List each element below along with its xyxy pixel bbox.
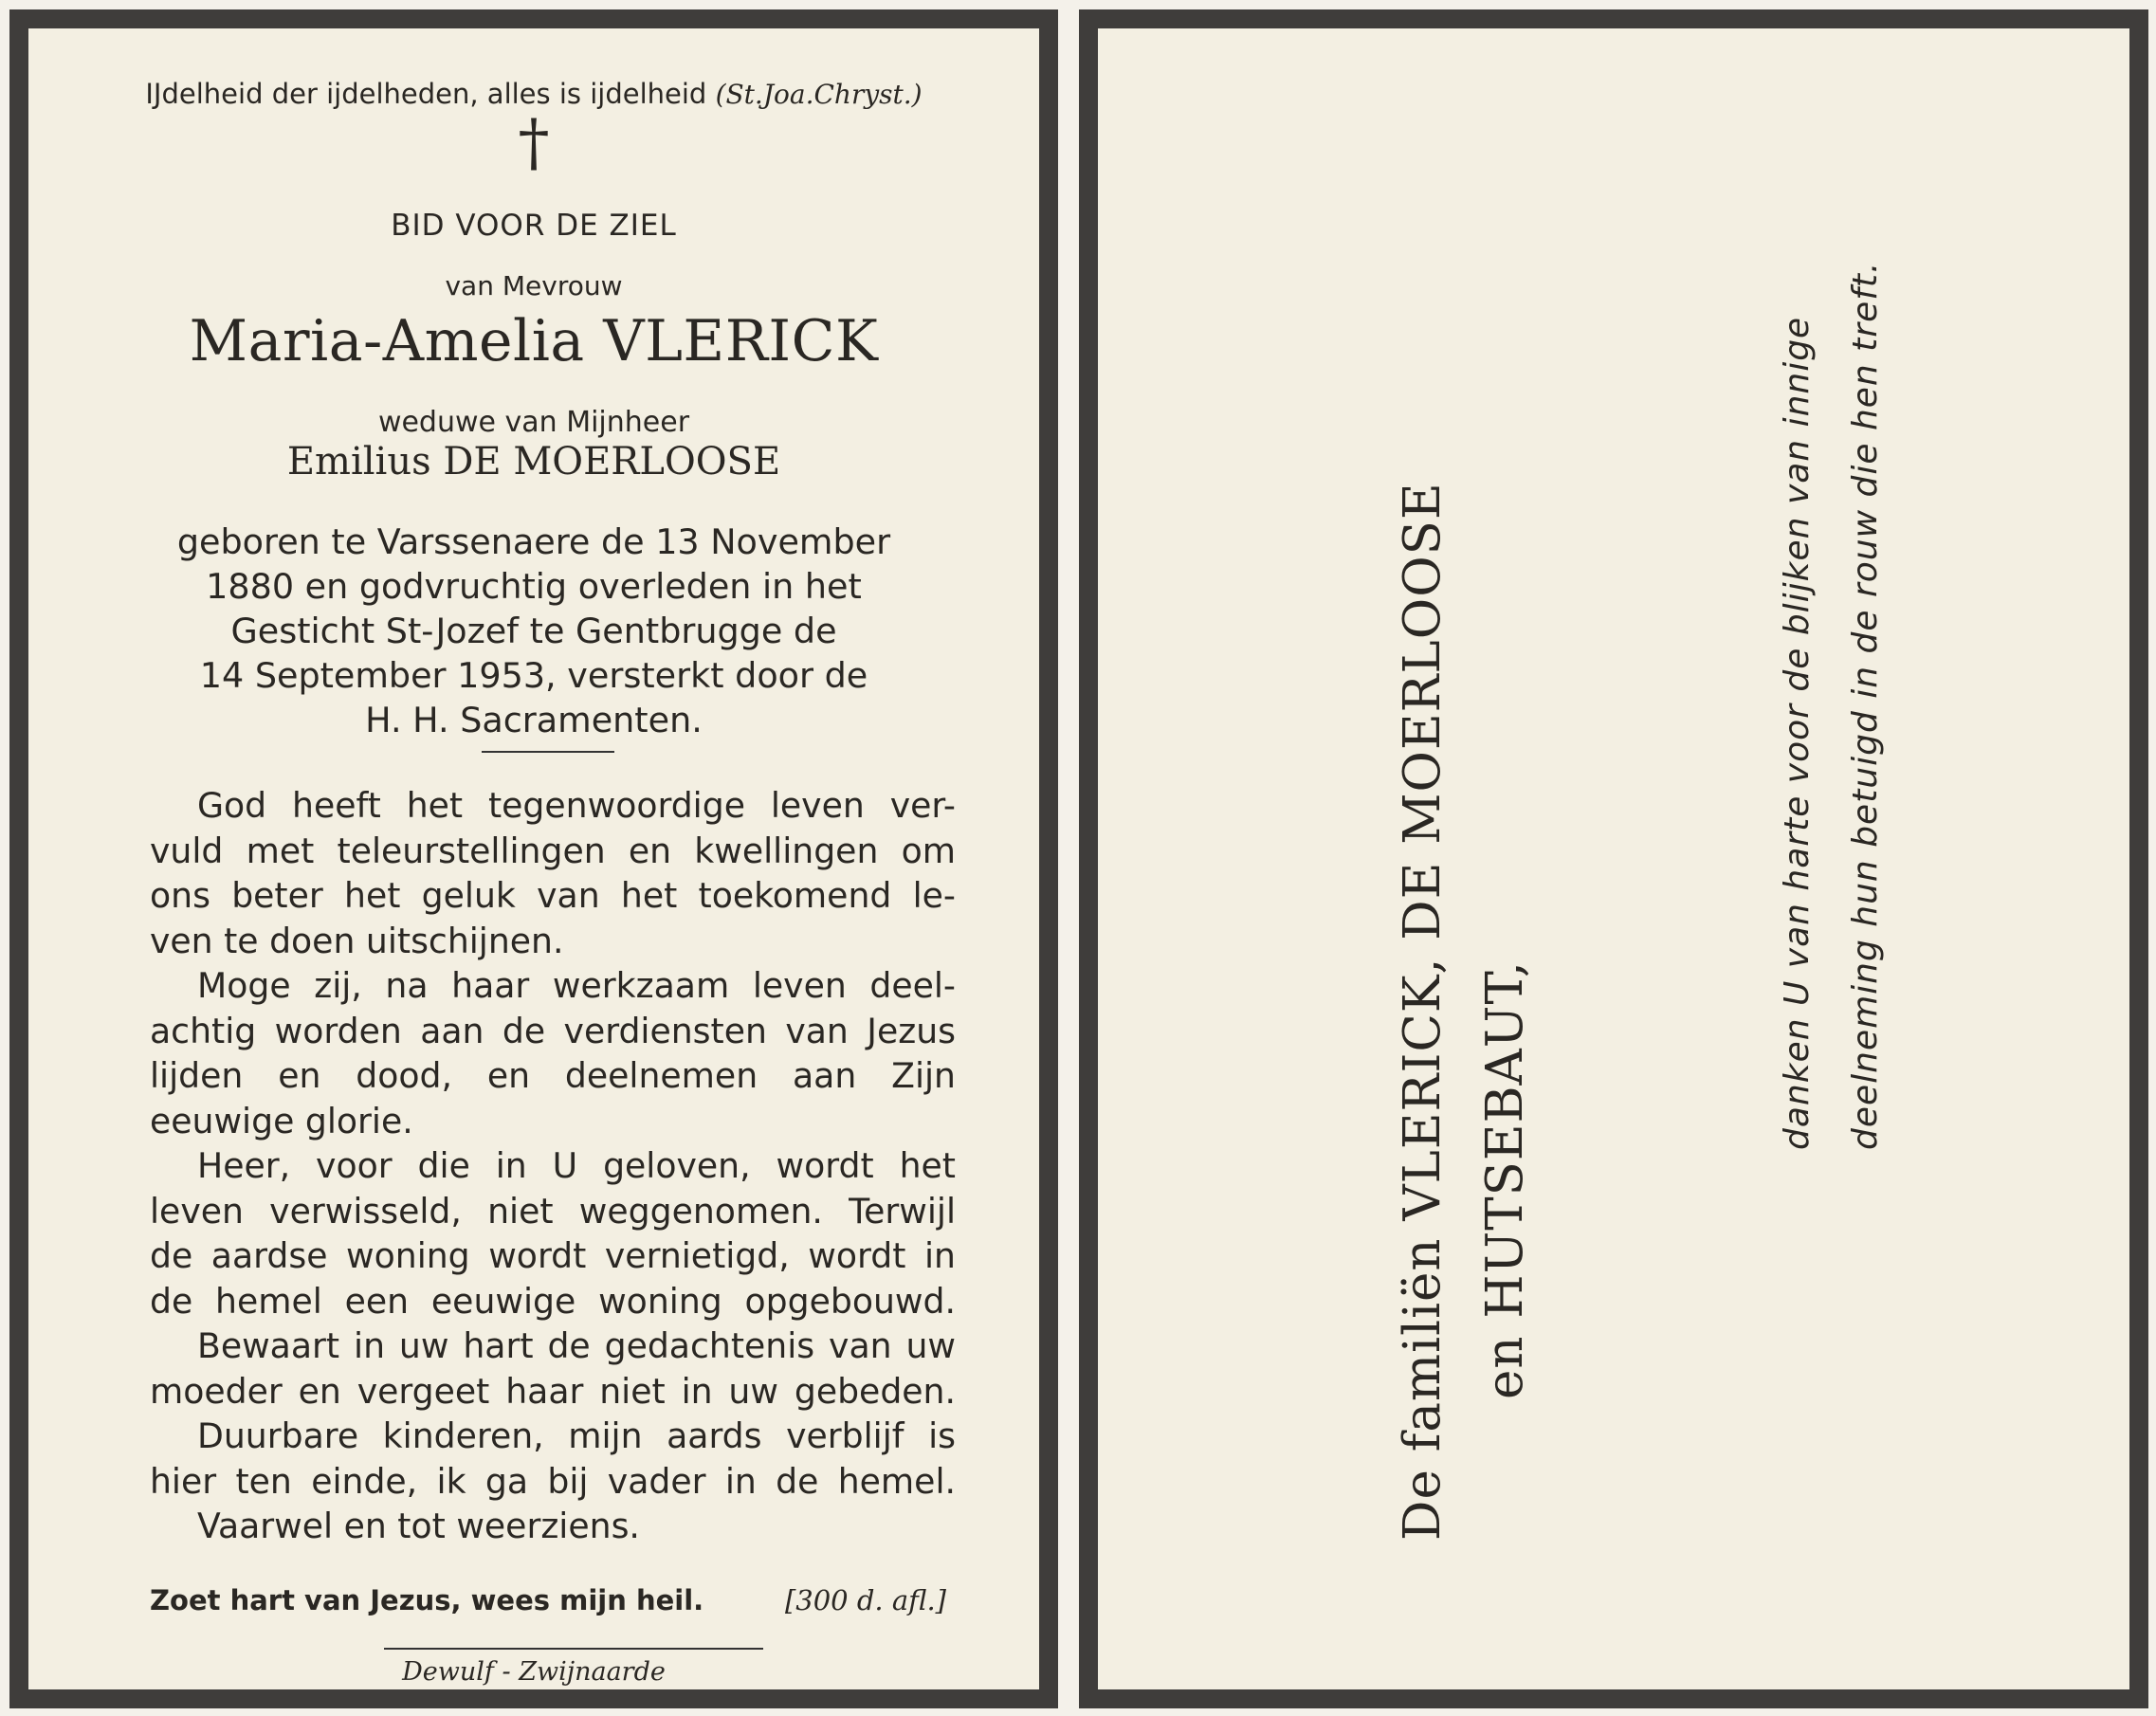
divider [482, 751, 614, 753]
body-line: Heer, voor die in U geloven, wordt het [197, 1145, 956, 1186]
body-line: leven verwisseld, niet weggenomen. Terwijl [150, 1190, 956, 1232]
body-line: Vaarwel en tot weerziens. [197, 1506, 640, 1546]
body-line: lijden en dood, en deelnemen aan Zijn [150, 1055, 956, 1096]
epigraph-text: IJdelheid der ijdelheden, alles is ijdelheid [145, 78, 707, 110]
body-line: de hemel een eeuwige woning opgebouwd. [150, 1280, 956, 1322]
body-line: ven te doen uitschijnen. [150, 920, 564, 961]
body-line: Moge zij, na haar werkzaam leven deel- [197, 965, 956, 1006]
widow-of: weduwe van Mijnheer [377, 406, 690, 439]
body-line: eeuwige glorie. [150, 1100, 413, 1141]
body-line: ons beter het geluk van het toekomend le- [150, 875, 956, 916]
body-line: Duurbare kinderen, mijn aards verblijf is [197, 1415, 956, 1456]
divider [384, 1648, 763, 1650]
heading: BID VOOR DE ZIEL [391, 209, 677, 243]
body-line: de aardse woning wordt vernietigd, wordt in [150, 1235, 956, 1276]
body-line: vuld met teleurstellingen en kwellingen om [150, 830, 956, 871]
families-line-2: en HUTSEBAUT, [1476, 960, 1534, 1399]
families-line-1: De familiën VLERICK, DE MOERLOOSE [1394, 482, 1452, 1541]
bio-line: Gesticht St-Jozef te Gentbrugge de [230, 611, 837, 651]
printer-credit: Dewulf - Zwijnaarde [402, 1657, 666, 1687]
deceased-name: Maria-Amelia VLERICK [189, 308, 879, 374]
husband-name: Emilius DE MOERLOOSE [286, 440, 781, 484]
thanks-line-2: deelneming hun betuigd in de rouw die hen treft. [1846, 261, 1885, 1150]
body-line: God heeft het tegenwoordige leven ver- [197, 785, 956, 826]
bio-line: 1880 en godvruchtig overleden in het [206, 566, 862, 607]
memorial-card-left-page [9, 9, 1058, 1708]
body-line: Bewaart in uw hart de gedachtenis van uw [197, 1325, 956, 1366]
body-line: moeder en vergeet haar niet in uw gebeden. [150, 1370, 956, 1412]
thanks-line-1: danken U van harte voor de blijken van innige [1778, 316, 1817, 1150]
body-line: achtig worden aan de verdiensten van Jezus [150, 1010, 956, 1051]
body-line: hier ten einde, ik ga bij vader in de hemel. [150, 1460, 956, 1502]
bio-line: H. H. Sacramenten. [365, 700, 703, 740]
bio-line: 14 September 1953, versterkt door de [199, 655, 868, 696]
indulgence-note: [300 d. afl.] [784, 1584, 946, 1616]
prayer-text [150, 783, 956, 1549]
cross-icon: † [518, 106, 550, 179]
honorific: van Mevrouw [445, 270, 623, 301]
memorial-card-right-page [1079, 9, 2148, 1708]
closing-prayer: Zoet hart van Jezus, wees mijn heil. [150, 1584, 704, 1616]
epigraph [28, 78, 1039, 110]
epigraph-reference: (St.Joa.Chryst.) [715, 79, 923, 110]
biography [28, 520, 1039, 742]
bio-line: geboren te Varssenaere de 13 November [176, 521, 891, 562]
